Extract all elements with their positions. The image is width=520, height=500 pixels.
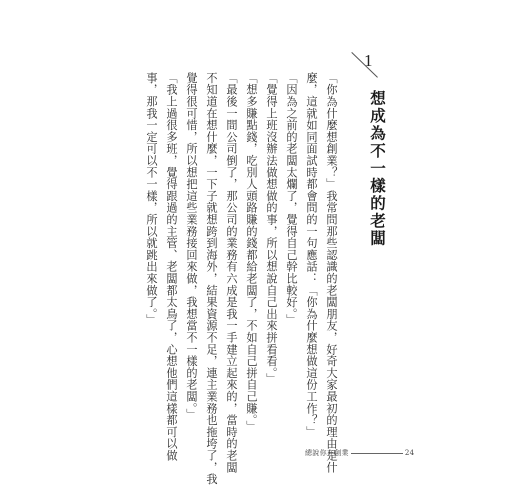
text-column: 麼，這就如同面試時都會問的一句應話：「你為什麼想做這份工作？」	[305, 72, 318, 438]
text-column: 「我上過很多班，覺得跟過的主管、老闆都太鳥了，心想他們這樣都可以做	[165, 72, 178, 462]
chapter-title: 想成為不一樣的老闆	[368, 90, 387, 248]
text-column: 「因為之前的老闆太爛了，覺得自己幹比較好。」	[285, 72, 298, 326]
chapter-number: 1	[364, 51, 373, 70]
text-column: 「你為什麼想創業？」我常問那些認識的老闆朋友，好奇大家最初的理由是什	[325, 72, 338, 474]
page-number: 24	[404, 449, 415, 457]
text-column: 「最後一間公司倒了，那公司的業務有六成是我一手建立起來的，當時的老闆	[225, 72, 238, 474]
page-footer	[305, 448, 414, 458]
text-column: 「想多賺點錢，吃別人頭路賺的錢都給老闆了，不如自己拼自己賺。」	[245, 72, 258, 433]
text-column: 「覺得上班沒辦法做想做的事，所以想說自己出來拼看看。」	[265, 72, 278, 385]
text-column: 覺得很可惜，所以想把這些業務接回來做，我想當不一樣的老闆。」	[185, 72, 198, 421]
footer-book-title: 總說你在創業	[305, 449, 349, 457]
footer-dash	[351, 453, 403, 454]
text-column: 不知道在想什麼，一下子就想跨到海外，結果資源不足，連主業務也拖垮了，我	[205, 72, 218, 485]
text-column: 事，那我一定可以不一樣，所以就跳出來做了。」	[145, 72, 158, 326]
